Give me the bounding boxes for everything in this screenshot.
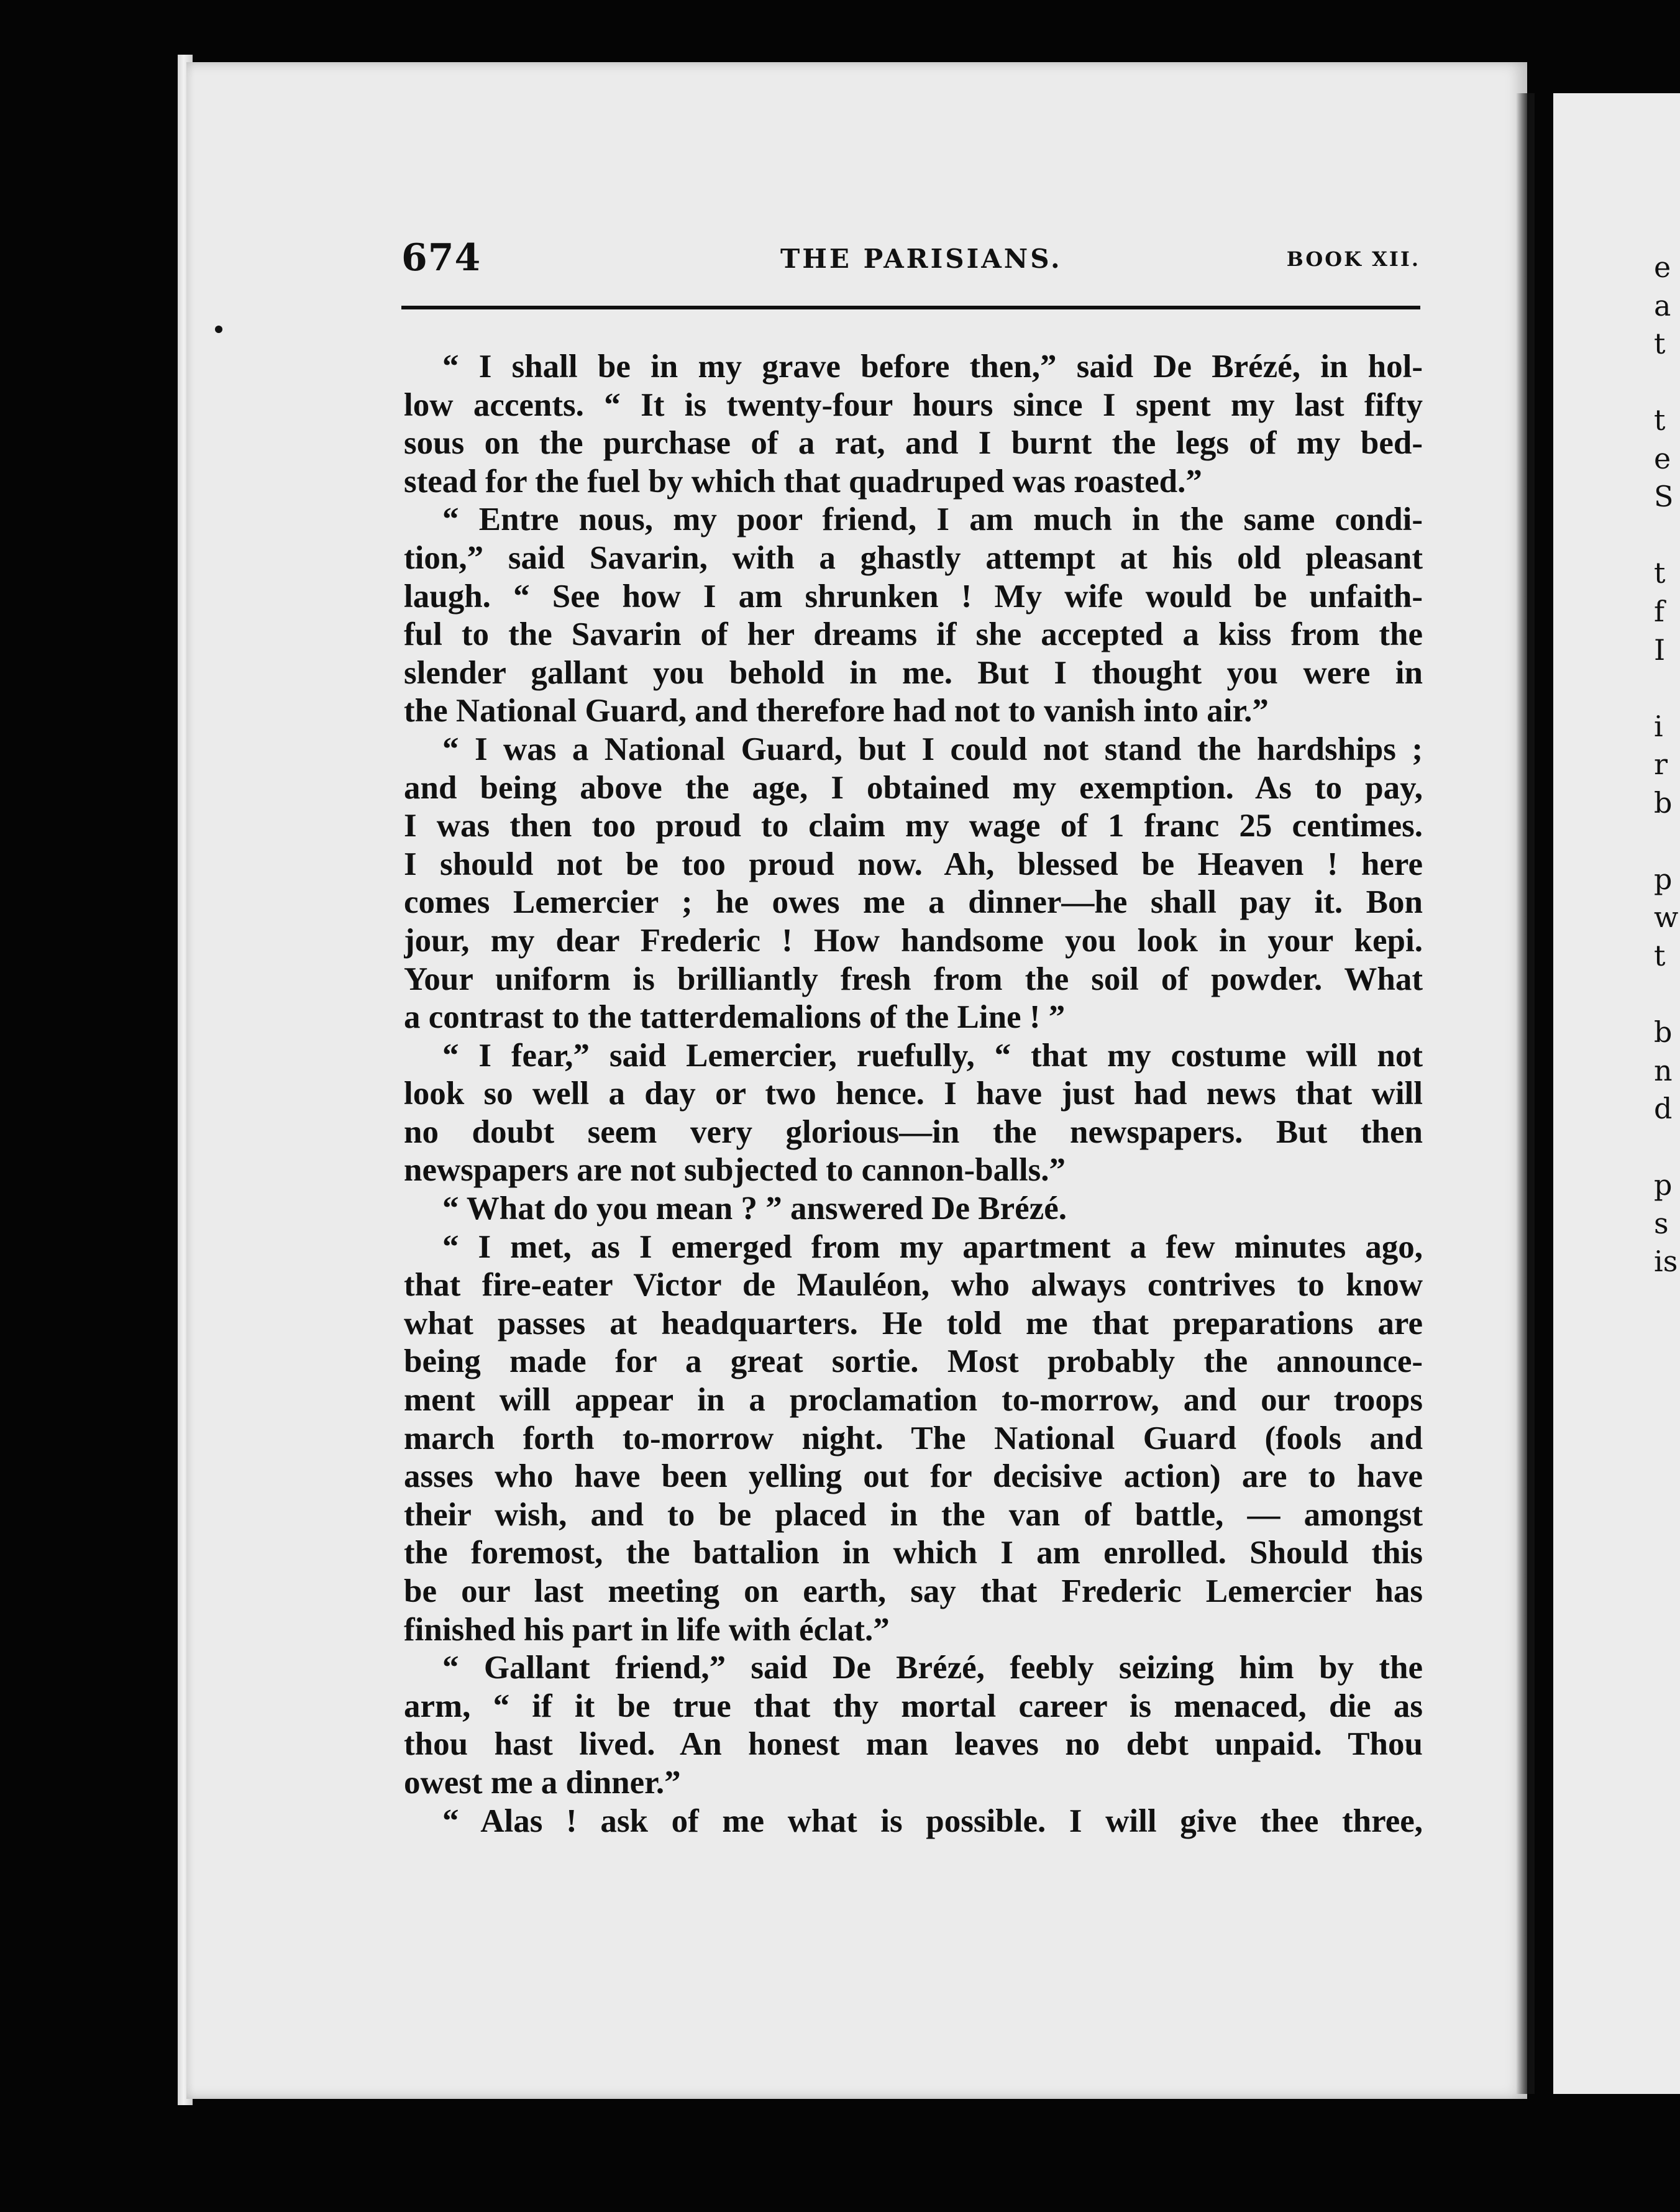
text-line: being made for a great sortie. Most probably the announce-	[404, 1343, 1423, 1380]
text-line: the National Guard, and therefore had not to vanish into air.”	[404, 693, 1269, 729]
next-page-fragments	[1654, 249, 1680, 1319]
running-title: THE PARISIANS.	[780, 244, 1062, 274]
page-number: 674	[401, 236, 482, 280]
text-line: ment will appear in a proclamation to-morrow, and our troops	[404, 1382, 1423, 1419]
fragment-letter: b	[1654, 1015, 1673, 1049]
fragment-letter: f	[1654, 594, 1665, 628]
text-line: “ I met, as I emerged from my apartment a few minutes ago,	[442, 1228, 1423, 1265]
text-line: ful to the Savarin of her dreams if she accepted a kiss from the	[404, 616, 1423, 653]
text-line: be our last meeting on earth, say that Frederic Lemercier has	[404, 1573, 1423, 1609]
fragment-letter: b	[1654, 785, 1673, 820]
fragment-letter: i	[1654, 709, 1663, 743]
text-line: newspapers are not subjected to cannon-balls.”	[404, 1152, 1066, 1189]
text-line: no doubt seem very glorious—in the newspapers. But then	[404, 1113, 1423, 1150]
text-line: Your uniform is brilliantly fresh from the soil of powder. What	[404, 961, 1423, 997]
text-line: arm, “ if it be true that thy mortal career is menaced, die as	[404, 1688, 1423, 1724]
fragment-letter: t	[1654, 938, 1666, 972]
fragment-letter: d	[1654, 1092, 1673, 1126]
text-line: stead for the fuel by which that quadruped was roasted.”	[404, 463, 1202, 500]
text-line: and being above the age, I obtained my exemption. As to pay,	[404, 769, 1423, 806]
text-line: march forth to-morrow night. The National Guard (fools and	[404, 1420, 1423, 1456]
text-line: “ I was a National Guard, but I could not stand the hardships ;	[442, 731, 1423, 767]
text-line: “ Alas ! ask of me what is possible. I will give thee three,	[442, 1803, 1423, 1839]
fragment-letter: S	[1654, 480, 1674, 514]
fragment-letter: e	[1654, 250, 1671, 284]
text-line: sous on the purchase of a rat, and I burnt the legs of my bed-	[404, 425, 1423, 462]
text-line: owest me a dinner.”	[404, 1764, 681, 1801]
text-line: the foremost, the battalion in which I am enrolled. Should this	[404, 1535, 1423, 1571]
fragment-letter: n	[1654, 1053, 1673, 1087]
text-line: that fire-eater Victor de Mauléon, who always contrives to know	[404, 1267, 1423, 1304]
text-line: I should not be too proud now. Ah, blessed be Heaven ! here	[404, 846, 1423, 882]
fragment-letter: I	[1654, 633, 1666, 667]
running-header	[401, 236, 1420, 280]
fragment-letter: t	[1654, 556, 1666, 590]
ink-speck	[215, 326, 222, 333]
text-line: what passes at headquarters. He told me that preparations are	[404, 1305, 1423, 1341]
fragment-letter: p	[1654, 862, 1673, 896]
text-line: thou hast lived. An honest man leaves no debt unpaid. Thou	[404, 1726, 1423, 1763]
text-line: slender gallant you behold in me. But I thought you were in	[404, 654, 1423, 691]
text-line: “ I fear,” said Lemercier, ruefully, “ that my costume will not	[442, 1037, 1423, 1074]
header-rule	[401, 306, 1420, 309]
book-label: BOOK XII.	[1286, 247, 1420, 271]
text-line: laugh. “ See how I am shrunken ! My wife would be unfaith-	[404, 578, 1423, 615]
body-text	[404, 348, 1423, 1840]
text-line: look so well a day or two hence. I have just had news that will	[404, 1076, 1423, 1112]
text-line: comes Lemercier ; he owes me a dinner—he shall pay it. Bon	[404, 884, 1423, 921]
text-line: “ What do you mean ? ” answered De Brézé.	[442, 1191, 1067, 1227]
fragment-letter: s	[1654, 1206, 1669, 1240]
text-line: I was then too proud to claim my wage of 1 franc 25 centimes.	[404, 808, 1423, 844]
text-line: a contrast to the tatterdemalions of the Line ! ”	[404, 999, 1066, 1036]
gutter-shadow	[1516, 93, 1535, 2094]
text-line: tion,” said Savarin, with a ghastly attempt at his old pleasant	[404, 539, 1423, 576]
fragment-letter: e	[1654, 441, 1671, 475]
text-line: jour, my dear Frederic ! How handsome you look in your kepi.	[404, 922, 1423, 959]
text-line: asses who have been yelling out for decisive action) are to have	[404, 1458, 1423, 1495]
fragment-letter: is	[1654, 1245, 1678, 1279]
text-line: “ I shall be in my grave before then,” said De Brézé, in hol-	[442, 349, 1423, 385]
fragment-letter: r	[1654, 747, 1668, 782]
text-line: “ Entre nous, my poor friend, I am much in the same condi-	[442, 501, 1423, 538]
text-line: their wish, and to be placed in the van of battle, — amongst	[404, 1496, 1423, 1533]
text-line: low accents. “ It is twenty-four hours since I spent my last fifty	[404, 386, 1423, 423]
fragment-letter: t	[1654, 327, 1666, 361]
fragment-letter: p	[1654, 1168, 1673, 1202]
fragment-letter: t	[1654, 403, 1666, 437]
fragment-letter: w	[1654, 900, 1679, 935]
fragment-letter: a	[1654, 288, 1671, 322]
text-line: finished his part in life with éclat.”	[404, 1611, 890, 1648]
text-line: “ Gallant friend,” said De Brézé, feebly seizing him by the	[442, 1650, 1423, 1686]
